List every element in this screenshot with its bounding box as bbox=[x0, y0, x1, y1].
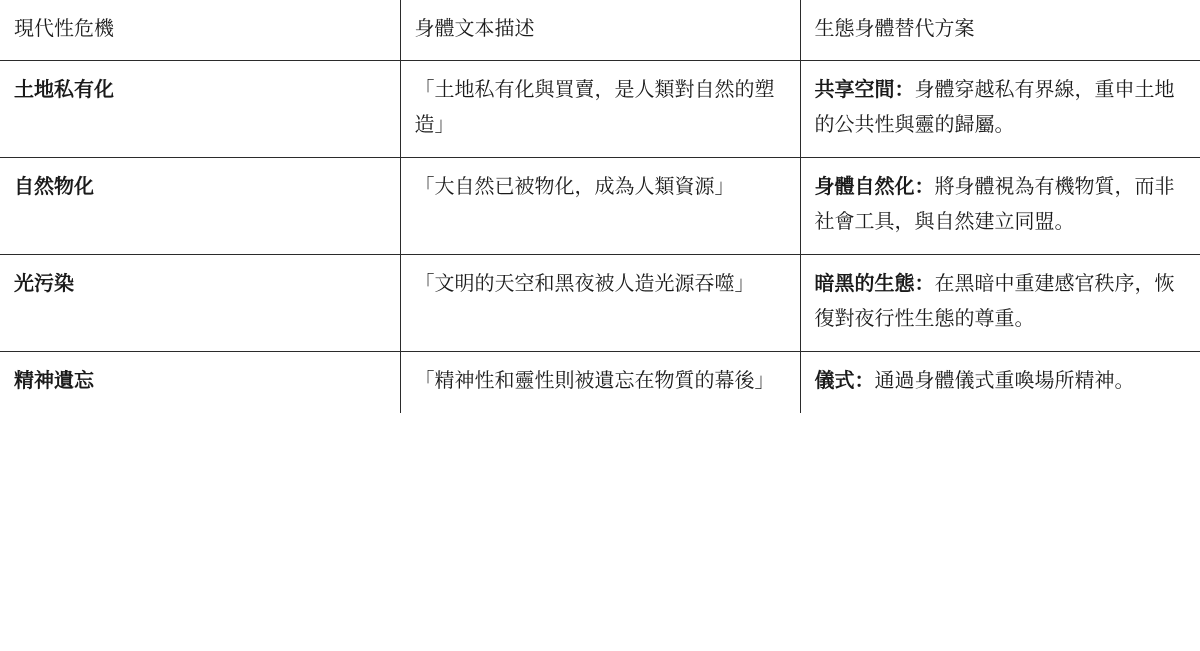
cell-quote: 「精神性和靈性則被遺忘在物質的幕後」 bbox=[400, 352, 800, 414]
cell-alternative bbox=[800, 61, 1200, 158]
cell-quote: 「大自然已被物化，成為人類資源」 bbox=[400, 158, 800, 255]
cell-crisis: 精神遺忘 bbox=[0, 352, 400, 414]
alternative-lead: 暗黑的生態： bbox=[814, 273, 935, 295]
cell-alternative bbox=[800, 158, 1200, 255]
alternative-lead: 共享空間： bbox=[814, 79, 915, 101]
alternative-lead: 身體自然化： bbox=[814, 176, 935, 198]
table-row bbox=[0, 61, 1200, 158]
table-body bbox=[0, 61, 1200, 414]
cell-crisis: 土地私有化 bbox=[0, 61, 400, 158]
table-header-row bbox=[0, 0, 1200, 61]
cell-crisis: 光污染 bbox=[0, 255, 400, 352]
cell-quote: 「土地私有化與買賣，是人類對自然的塑造」 bbox=[400, 61, 800, 158]
table-row bbox=[0, 158, 1200, 255]
alternative-text: 將身體視為有機物質，而非社會工具，與自然建立同盟。 bbox=[814, 176, 1175, 233]
cell-quote: 「文明的天空和黑夜被人造光源吞噬」 bbox=[400, 255, 800, 352]
table-row bbox=[0, 255, 1200, 352]
column-header-crisis: 現代性危機 bbox=[0, 0, 400, 61]
cell-alternative bbox=[800, 255, 1200, 352]
alternative-lead: 儀式： bbox=[814, 370, 875, 392]
table-header bbox=[0, 0, 1200, 61]
alternative-text: 在黑暗中重建感官秩序，恢復對夜行性生態的尊重。 bbox=[814, 273, 1175, 330]
column-header-eco-alternative: 生態身體替代方案 bbox=[800, 0, 1200, 61]
alternative-text: 身體穿越私有界線，重申土地的公共性與靈的歸屬。 bbox=[814, 79, 1175, 136]
column-header-body-text: 身體文本描述 bbox=[400, 0, 800, 61]
table-row bbox=[0, 352, 1200, 414]
cell-alternative bbox=[800, 352, 1200, 414]
alternative-text: 通過身體儀式重喚場所精神。 bbox=[874, 370, 1135, 392]
cell-crisis: 自然物化 bbox=[0, 158, 400, 255]
